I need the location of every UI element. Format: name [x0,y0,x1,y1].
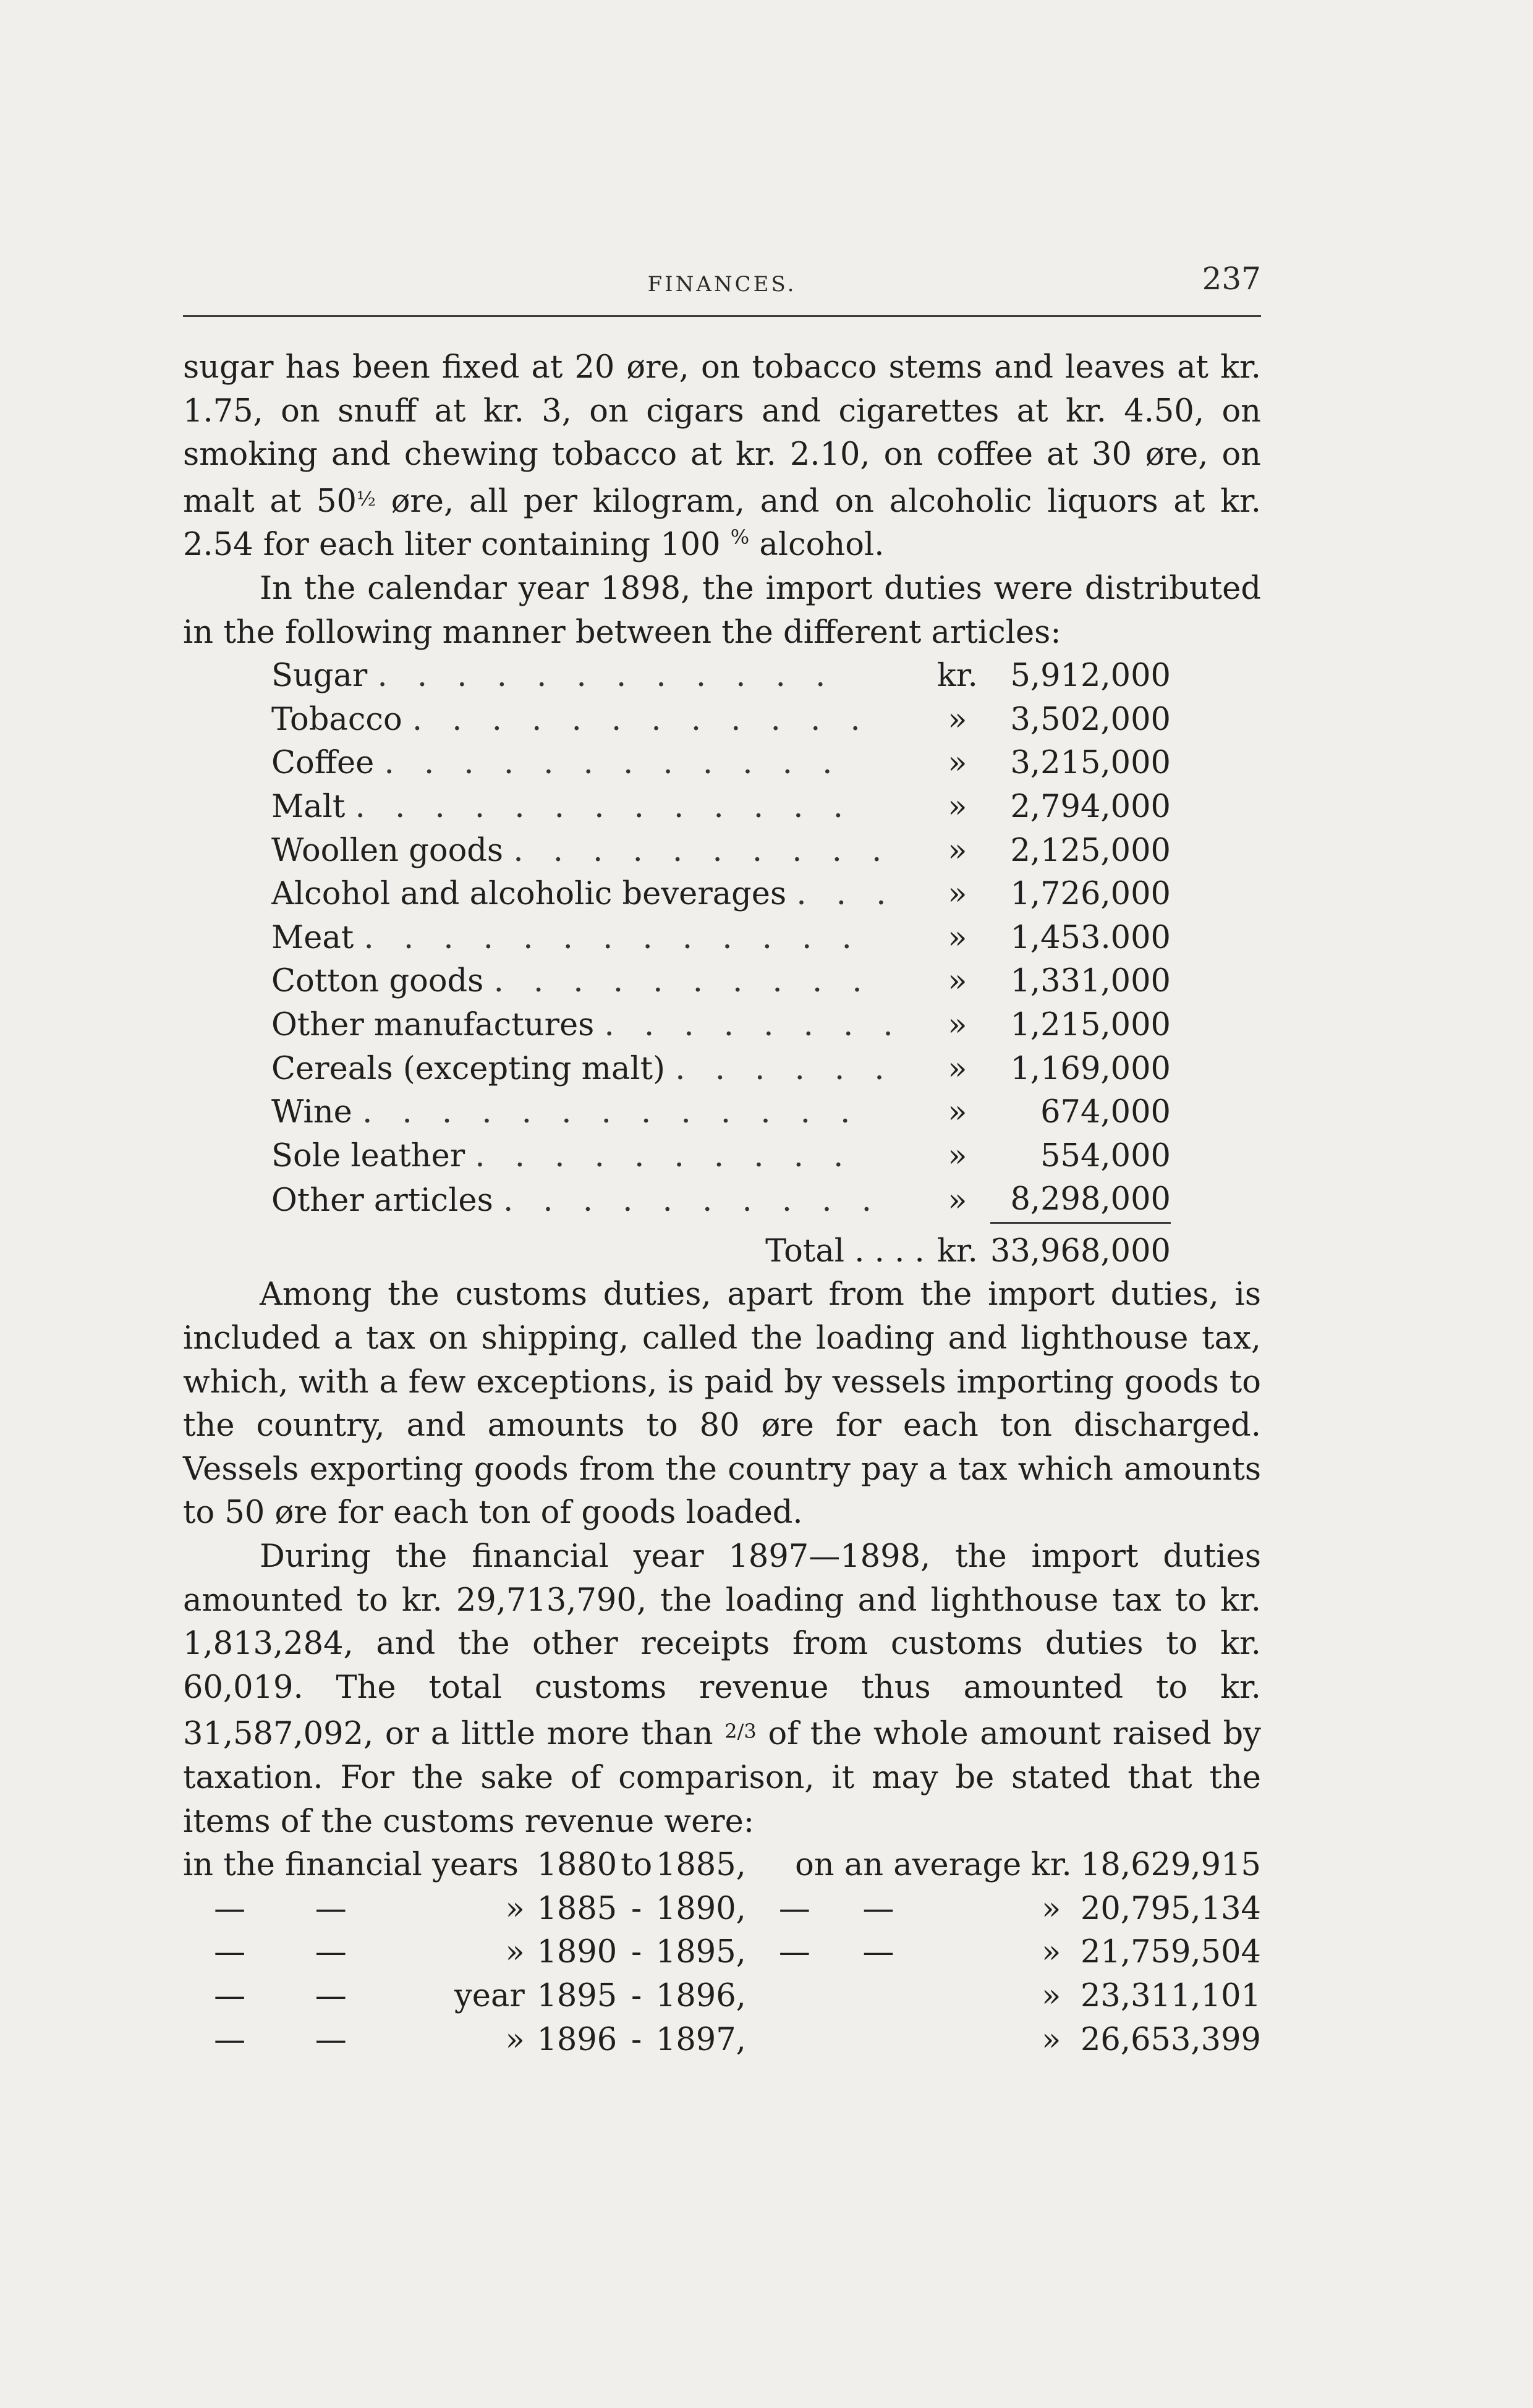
leader-dots: . . . [796,876,896,913]
end-year: 1896, [655,1977,746,2014]
year-separator: - [631,1977,642,2014]
page-body [183,346,1261,2062]
currency-unit: » [948,876,967,913]
running-head: FINANCES. [647,272,797,297]
article-cell [271,1135,925,1179]
percent-sign: % [730,525,750,549]
leader-dots: . . . . . . . . . . . . . [363,919,862,956]
ditto-mark: — [778,1890,810,1927]
currency-unit: » [1042,2021,1061,2058]
revenue-row [183,1888,1261,1931]
duty-row [271,960,1171,1004]
ditto-mark: — [778,1934,810,1971]
revenue-row [183,1975,1261,2019]
paragraph-text: alcohol. [749,527,885,564]
revenue-value: 18,629,915 [1080,1847,1261,1884]
duty-row [271,655,1171,698]
currency-unit: » [948,745,967,782]
customs-revenue-table [183,1844,1261,2062]
duty-value: 5,912,000 [1010,658,1171,695]
revenue-value: 23,311,101 [1080,1977,1261,2014]
revenue-row [183,1844,1261,1888]
total-row [271,1223,1171,1273]
paragraph-text: øre, all per kilogram, and on alcoholic liquors at kr. 2.54 for each liter containing 100 [183,483,1261,564]
ditto-mark: » [505,1934,525,1971]
duty-row [271,698,1171,742]
duty-value: 3,215,000 [1010,745,1171,782]
currency-unit: » [948,832,967,869]
ditto-mark: — [862,1934,894,1971]
ditto-mark: — [214,1890,246,1927]
paragraph-text: of the whole amount raised by taxation. For the sake of comparison, it may be stated that the items of the customs revenue were: [183,1716,1261,1840]
page-number: 237 [1202,261,1261,297]
paragraph-shipping-tax: Among the customs duties, apart from the import duties, is included a tax on shipping, called the loading and lighthouse tax, which, with a few exceptions, is paid by vessels importing goods to the country, and amounts to 80 øre for each ton discharged. Vessels exporting goods from the country pay a tax which amounts to 50 øre for each ton of goods loaded. [183,1276,1261,1532]
leader-dots: . . . . . . . . . . . . . [362,1094,860,1131]
duty-row [271,1178,1171,1223]
average-label: on an average [795,1847,1022,1884]
leader-dots: . . . . . . . . [604,1006,903,1043]
duty-value: 1,169,000 [1010,1050,1171,1087]
article-name: Coffee [271,745,375,782]
duty-value: 1,726,000 [1010,876,1171,913]
duty-value: 1,215,000 [1010,1006,1171,1043]
duty-row [271,1004,1171,1048]
duty-value: 554,000 [1040,1137,1171,1174]
ditto-mark: — [315,2021,347,2058]
article-name: Meat [271,919,354,956]
leader-dots: . . . . . . . . . . [513,832,892,869]
ditto-mark: — [315,1890,347,1927]
import-duties-table [271,655,1171,1273]
article-name: Sole leather [271,1137,465,1174]
article-name: Sugar [271,658,368,695]
article-cell [271,1178,925,1223]
fraction-half: ½ [356,486,376,511]
article-name: Other manufactures [271,1006,595,1043]
end-year: 1897, [655,2021,746,2058]
duty-value: 3,502,000 [1010,701,1171,738]
revenue-value: 26,653,399 [1080,2021,1261,2058]
year-separator: - [631,1890,642,1927]
article-name: Alcohol and alcoholic beverages [271,876,787,913]
currency-unit: » [948,1137,967,1174]
ditto-mark: — [315,1934,347,1971]
ditto-mark: — [214,1934,246,1971]
ditto-mark: » [505,2021,525,2058]
currency-unit: » [948,963,967,1000]
article-name: Wine [271,1094,352,1131]
article-cell [271,742,925,786]
duty-row [271,786,1171,829]
ditto-mark: — [214,1977,246,2014]
article-name: Cereals (excepting malt) [271,1050,666,1087]
article-name: Woollen goods [271,832,504,869]
duty-row [271,742,1171,786]
total-unit: kr. [936,1232,978,1270]
article-cell [271,829,925,873]
currency-unit: » [1042,1890,1061,1927]
article-cell [271,1091,925,1135]
leader-dots: . . . . . . . . . . . . [384,745,843,782]
currency-unit: » [948,1050,967,1087]
leader-dots: . . . . . . . . . . . . [412,701,870,738]
ditto-mark: year [454,1977,525,2014]
currency-unit: kr. [1030,1847,1072,1884]
article-cell [271,873,925,917]
duty-row [271,829,1171,873]
duty-value: 8,298,000 [990,1178,1171,1223]
article-cell [271,960,925,1004]
duty-value: 674,000 [1040,1094,1171,1131]
duty-value: 2,125,000 [1010,832,1171,869]
duty-row [271,917,1171,960]
article-cell [271,786,925,829]
leader-dots: . . . . . . . . . . [493,963,872,1000]
revenue-value: 20,795,134 [1080,1890,1261,1927]
paragraph-text: During the financial year 1897—1898, the import duties amounted to kr. 29,713,790, the loading and lighthouse tax to kr. 1,813,284, and the other receipts from customs duties to kr. 60,019. The total customs revenue thus amounted to kr. 31,587,092, or a little more than [183,1538,1261,1753]
revenue-row [183,1931,1261,1975]
article-cell [271,1048,925,1092]
duty-row [271,1135,1171,1179]
ditto-mark: — [315,1977,347,2014]
currency-unit: » [948,701,967,738]
currency-unit: » [948,919,967,956]
fraction-two-thirds: 2/3 [724,1719,757,1744]
end-year: 1890, [655,1890,746,1927]
start-year: 1896 [537,2021,618,2058]
leader-dots: . . . . . . . . . . [503,1182,881,1219]
article-name: Tobacco [271,701,402,738]
year-separator: - [631,1934,642,1971]
start-year: 1895 [537,1977,618,2014]
leader-dots: . . . . . . . . . . [475,1137,854,1174]
ditto-mark: » [505,1890,525,1927]
start-year: 1880 [537,1847,618,1884]
currency-unit: » [948,1006,967,1043]
currency-unit: » [948,788,967,825]
currency-unit: kr. [936,658,978,695]
start-year: 1890 [537,1934,618,1971]
total-value: 33,968,000 [990,1232,1171,1270]
article-cell [271,1004,925,1048]
paragraph-calendar-year: In the calendar year 1898, the import duties were distributed in the following manner between the different articles: [183,570,1261,651]
leader-dots: . . . . . . [675,1050,894,1087]
duty-value: 1,331,000 [1010,963,1171,1000]
article-cell [271,698,925,742]
paragraph-text: sugar has been fixed at 20 øre, on tobacco stems and leaves at kr. 1.75, on snuff at kr. 3, on cigars and cigarettes at kr. 4.50, on smoking and chewing tobacco at kr. 2.10, on coffee at 30 øre, on malt at 50 [183,349,1261,520]
leader-dots: . . . . . . . . . . . . . [355,788,853,825]
end-year: 1895, [655,1934,746,1971]
ditto-mark: — [862,1890,894,1927]
currency-unit: » [1042,1977,1061,2014]
article-name: Other articles [271,1182,493,1219]
duty-row [271,1048,1171,1092]
duty-row [271,873,1171,917]
article-cell [271,917,925,960]
article-name: Cotton goods [271,963,484,1000]
total-label: Total . . . . [765,1232,925,1270]
article-name: Malt [271,788,346,825]
revenue-row [183,2019,1261,2062]
paragraph-sugar-duties [183,346,1261,567]
duty-value: 1,453.000 [1010,919,1171,956]
revenue-value: 21,759,504 [1080,1934,1261,1971]
duty-value: 2,794,000 [1010,788,1171,825]
currency-unit: » [948,1094,967,1131]
year-separator: - [631,2021,642,2058]
article-cell [271,655,925,698]
paragraph-financial-year [183,1535,1261,1844]
page-header [183,260,1261,317]
start-year: 1885 [537,1890,618,1927]
currency-unit: » [948,1182,967,1219]
duty-row [271,1091,1171,1135]
end-year: 1885, [655,1847,746,1884]
year-separator: to [620,1847,653,1884]
period-label: in the financial years [183,1847,519,1884]
leader-dots: . . . . . . . . . . . . [377,658,836,695]
ditto-mark: — [214,2021,246,2058]
currency-unit: » [1042,1934,1061,1971]
